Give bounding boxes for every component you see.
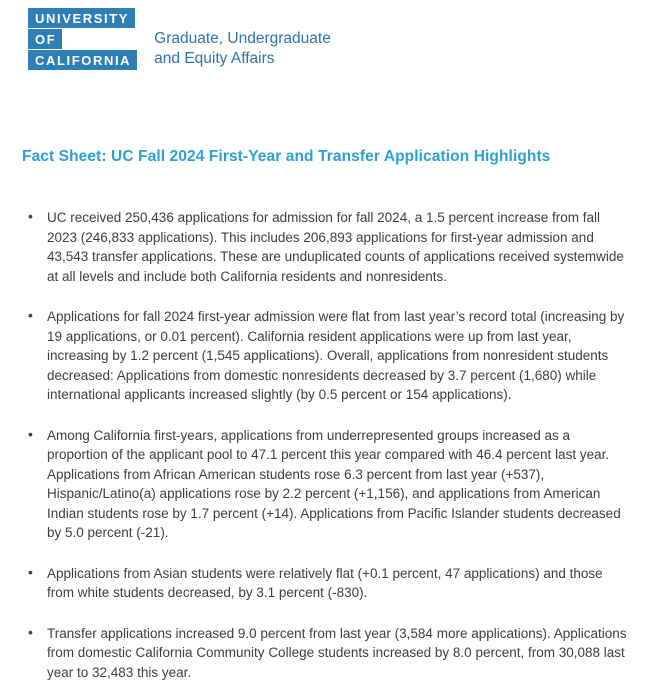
document-header — [0, 0, 662, 70]
page-title: Fact Sheet: UC Fall 2024 First-Year and Transfer Application Highlights — [22, 148, 551, 165]
bullet-item: • Transfer applications increased 9.0 percent from last year (3,584 more applications). Applications from domestic California Community College students increased by 8.0 percent, from 30,088 last year to 32,483 this year. — [47, 624, 633, 683]
logo-tagline-line-2: and Equity Affairs — [154, 50, 275, 67]
bullet-item: • Among California first-years, applications from underrepresented groups increased as a proportion of the applicant pool to 47.1 percent this year compared with 46.4 percent last year. Applications from African American students rose 6.3 percent from last year (+537), Hispanic/Latino(a) applications rose by 2.2 percent (+1,156), and applications from American Indian students rose by 1.7 percent (+14). Applications from Pacific Islander students decreased by 5.0 percent (-21). — [47, 426, 633, 543]
bullet-list — [0, 208, 662, 682]
uc-logo-line-of: OF — [28, 29, 62, 49]
bullet-item: • Applications for fall 2024 first-year admission were flat from last year’s record total (increasing by 19 applications, or 0.01 percent). California resident applications were up from last year, increasing by 1.2 percent (1,545 applications). Overall, applications from nonresident students decreased: Applications from domestic nonresidents decreased by 3.7 percent (1,680) while international applicants increased slightly (by 0.5 percent or 154 applications). — [47, 307, 633, 405]
uc-logo — [28, 8, 137, 70]
logo-tagline — [154, 29, 331, 69]
bullet-item: • UC received 250,436 applications for admission for fall 2024, a 1.5 percent increase from fall 2023 (246,833 applications). This includes 206,893 applications for first-year admission and 43,543 transfer applications. These are unduplicated counts of applications received systemwide at all levels and include both California residents and nonresidents. — [47, 208, 633, 286]
uc-logo-line-university: UNIVERSITY — [28, 8, 135, 28]
logo-tagline-line-1: Graduate, Undergraduate — [154, 30, 331, 47]
bullet-item: • Applications from Asian students were relatively flat (+0.1 percent, 47 applications) and those from white students decreased, by 3.1 percent (-830). — [47, 564, 633, 603]
uc-logo-line-california: CALIFORNIA — [28, 50, 137, 70]
